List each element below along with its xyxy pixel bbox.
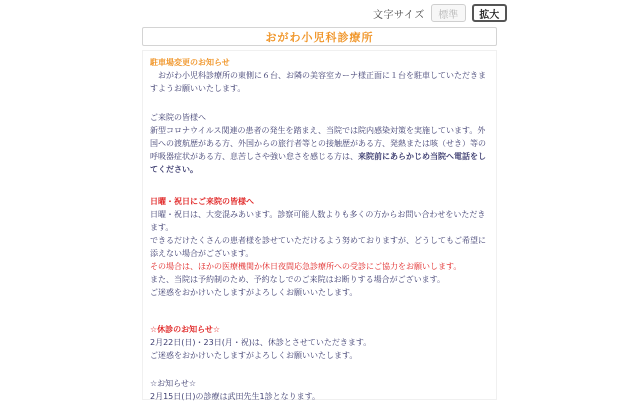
content-panel	[142, 50, 497, 400]
notice-info-heading: ☆お知らせ☆	[150, 379, 197, 388]
site-header	[142, 27, 497, 46]
notice-parking-heading: 駐車場変更のお知らせ	[150, 58, 230, 67]
notice-sunday-heading: 日曜・祝日にご来院の皆様へ	[150, 197, 254, 206]
font-size-label: 文字サイズ	[373, 9, 425, 21]
notice-visitors	[150, 111, 489, 176]
font-size-toolbar	[373, 4, 507, 22]
notice-parking-body: おがわ小児科診療所の東側に６台、お隣の美容室カーナ様正面に１台を駐車していただきますようお願いいたします。	[150, 71, 486, 93]
notice-info-line1: 2月15日(日)の診療は武田先生1診となります。	[150, 392, 320, 401]
notice-closure-heading: ☆休診のお知らせ☆	[150, 325, 221, 334]
notice-closure	[150, 323, 489, 362]
font-size-standard-button[interactable]: 標準	[431, 4, 466, 22]
font-size-enlarge-button[interactable]: 拡大	[472, 4, 507, 22]
notice-sunday-line5: ご迷惑をおかけいたしますがよろしくお願いいたします。	[150, 288, 358, 297]
notice-info	[150, 377, 489, 403]
notice-visitors-body	[150, 124, 489, 176]
notice-sunday-line2: できるだけたくさんの患者様を診せていただけるよう努めておりますが、どうしてもご希望に添えない場合がございます。	[150, 236, 486, 258]
notice-sunday-holiday	[150, 195, 489, 299]
notice-closure-line1: 2月22日(日)・23日(月・祝)は、休診とさせていただきます。	[150, 338, 372, 347]
notice-visitors-body-text: 新型コロナウイルス関連の患者の発生を踏まえ、当院では院内感染対策を実施しています。外国への渡航歴がある方、外国からの旅行者等との接触歴がある方、発熱または咳（せき）等の呼吸器症状がある方、息苦しさや強い怠さを感じる方は、	[150, 126, 486, 161]
notice-visitors-heading: ご来院の皆様へ	[150, 113, 206, 122]
site-title: おがわ小児科診療所	[265, 30, 374, 44]
notice-closure-line2: ご迷惑をおかけいたしますがよろしくお願いいたします。	[150, 351, 358, 360]
notice-sunday-line3-red: その場合は、ほかの医療機関か休日夜間応急診療所への受診にご協力をお願いします。	[150, 262, 462, 271]
notice-parking	[150, 56, 489, 95]
notice-visitors-call-ahead-text: 来院前にあらかじめ当院へ電話をしてください。	[150, 152, 486, 174]
notice-sunday-line1: 日曜・祝日は、大変混みあいます。診察可能人数よりも多くの方からお問い合わせをいただきます。	[150, 210, 486, 232]
notice-sunday-line4: また、当院は予約制のため、予約なしでのご来院はお断りする場合がございます。	[150, 275, 446, 284]
